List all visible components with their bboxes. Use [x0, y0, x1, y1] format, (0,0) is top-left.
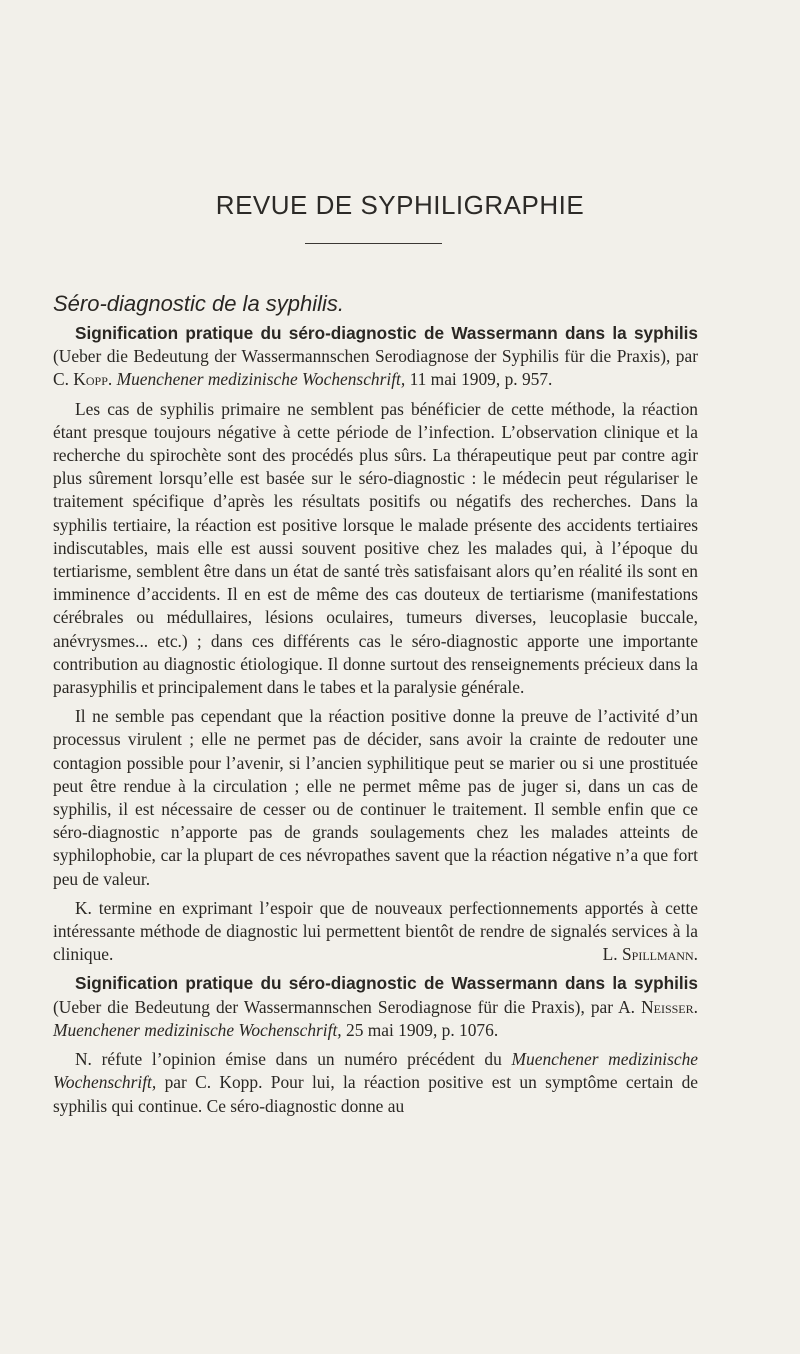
paragraph-text: N. réfute l’opinion émise dans un numéro précédent du [75, 1049, 512, 1070]
journal-title: Muenchener medizinische Wochenschrift, [116, 369, 406, 390]
author-name: Kopp [73, 369, 108, 390]
paragraph-text: K. termine en exprimant l’espoir que de nouveaux perfectionnements apportés à cette intéressante méthode de diagnostic lui permettent bientôt de rendre de signalés services à la clinique. [53, 897, 698, 965]
reference-date: 25 mai 1909, p. 1076. [341, 1019, 499, 1040]
journal-title: Muenchener medizinische Wochenschrift, [53, 1049, 698, 1093]
author-name: Neisser [641, 996, 694, 1017]
reference-text: (Ueber die Bedeutung der Wassermannschen Serodiagnose der Syphilis für die Praxis), par C. [53, 346, 698, 390]
running-title: REVUE DE SYPHILIGRAPHIE [215, 190, 585, 220]
article-reference-2 [53, 972, 698, 1042]
reference-text: . [693, 996, 698, 1017]
article-heading-2: Signification pratique du séro-diagnostic de Wassermann dans la syphilis [75, 973, 698, 994]
paragraph: Les cas de syphilis primaire ne semblent pas bénéficier de cette méthode, la réaction étant presque toujours négative à cette période de l’infection. L’observation clinique et la recherche du spirochète sont des procédés plus sûrs. La thérapeutique peut par contre agir plus sûrement lorsqu’elle est basée sur le séro-diagnostic : le médecin peut régulariser le traitement spécifique d’après les résultats positifs ou négatifs des recherches. Dans la syphilis tertiaire, la réaction est positive lorsque le malade présente des accidents tertiaires indiscutables, mais elle est aussi souvent positive chez les malades qui, à l’époque du tertiarisme, semblent être dans un état de santé très satisfaisant alors qu’en réalité ils sont en imminence d’accidents. Il en est de même des cas douteux de tertiarisme (manifestations cérébrales ou médullaires, lésions oculaires, tumeurs diverses, leucoplasie buccale, anévrysmes... etc.) ; dans ces différents cas le séro-diagnostic apporte une importante contribution au diagnostic étiologique. Il donne surtout des renseignements précieux dans la parasyphilis et principalement dans le tabes et la paralysie générale. [53, 398, 698, 698]
reference-date: 11 mai 1909, p. 957. [405, 369, 553, 390]
paragraph: Il ne semble pas cependant que la réaction positive donne la preuve de l’activité d’un processus virulent ; elle ne permet pas de décider, sans avoir la crainte de redouter une contagion possible pour l’avenir, si l’ancien syphilitique peut se marier ou si une prostituée peut être rendue à la circulation ; elle ne permet même pas de juger si, dans un cas de syphilis, il est nécessaire de cesser ou de continuer le traitement. Il semble enfin que ce séro-diagnostic n’apporte pas de grands soulagements chez les malades atteints de syphilophobie, car la plupart de ces névropathes savent que la réaction négative n’a que fort peu de valeur. [53, 706, 698, 889]
reference-text: (Ueber die Bedeutung der Wassermannschen Serodiagnose für die Praxis), par A. [53, 996, 642, 1017]
paragraph [53, 1048, 698, 1118]
article-reference-1 [53, 322, 698, 392]
signature: L. Spillmann. [602, 944, 698, 965]
paragraph-text: par C. Kopp. Pour lui, la réaction positive est un symptôme certain de syphilis qui continue. Ce séro-diagnostic donne au [53, 1072, 698, 1116]
body-text [53, 290, 698, 1124]
title-rule [305, 243, 442, 244]
section-title: Séro-diagnostic de la syphilis. [53, 291, 345, 316]
paragraph-with-signature [53, 897, 698, 967]
article-heading-1: Signification pratique du séro-diagnostic de Wassermann dans la syphilis [75, 323, 698, 343]
journal-title: Muenchener medizinische Wochenschrift, [53, 1019, 342, 1040]
reference-text: . [107, 369, 117, 390]
